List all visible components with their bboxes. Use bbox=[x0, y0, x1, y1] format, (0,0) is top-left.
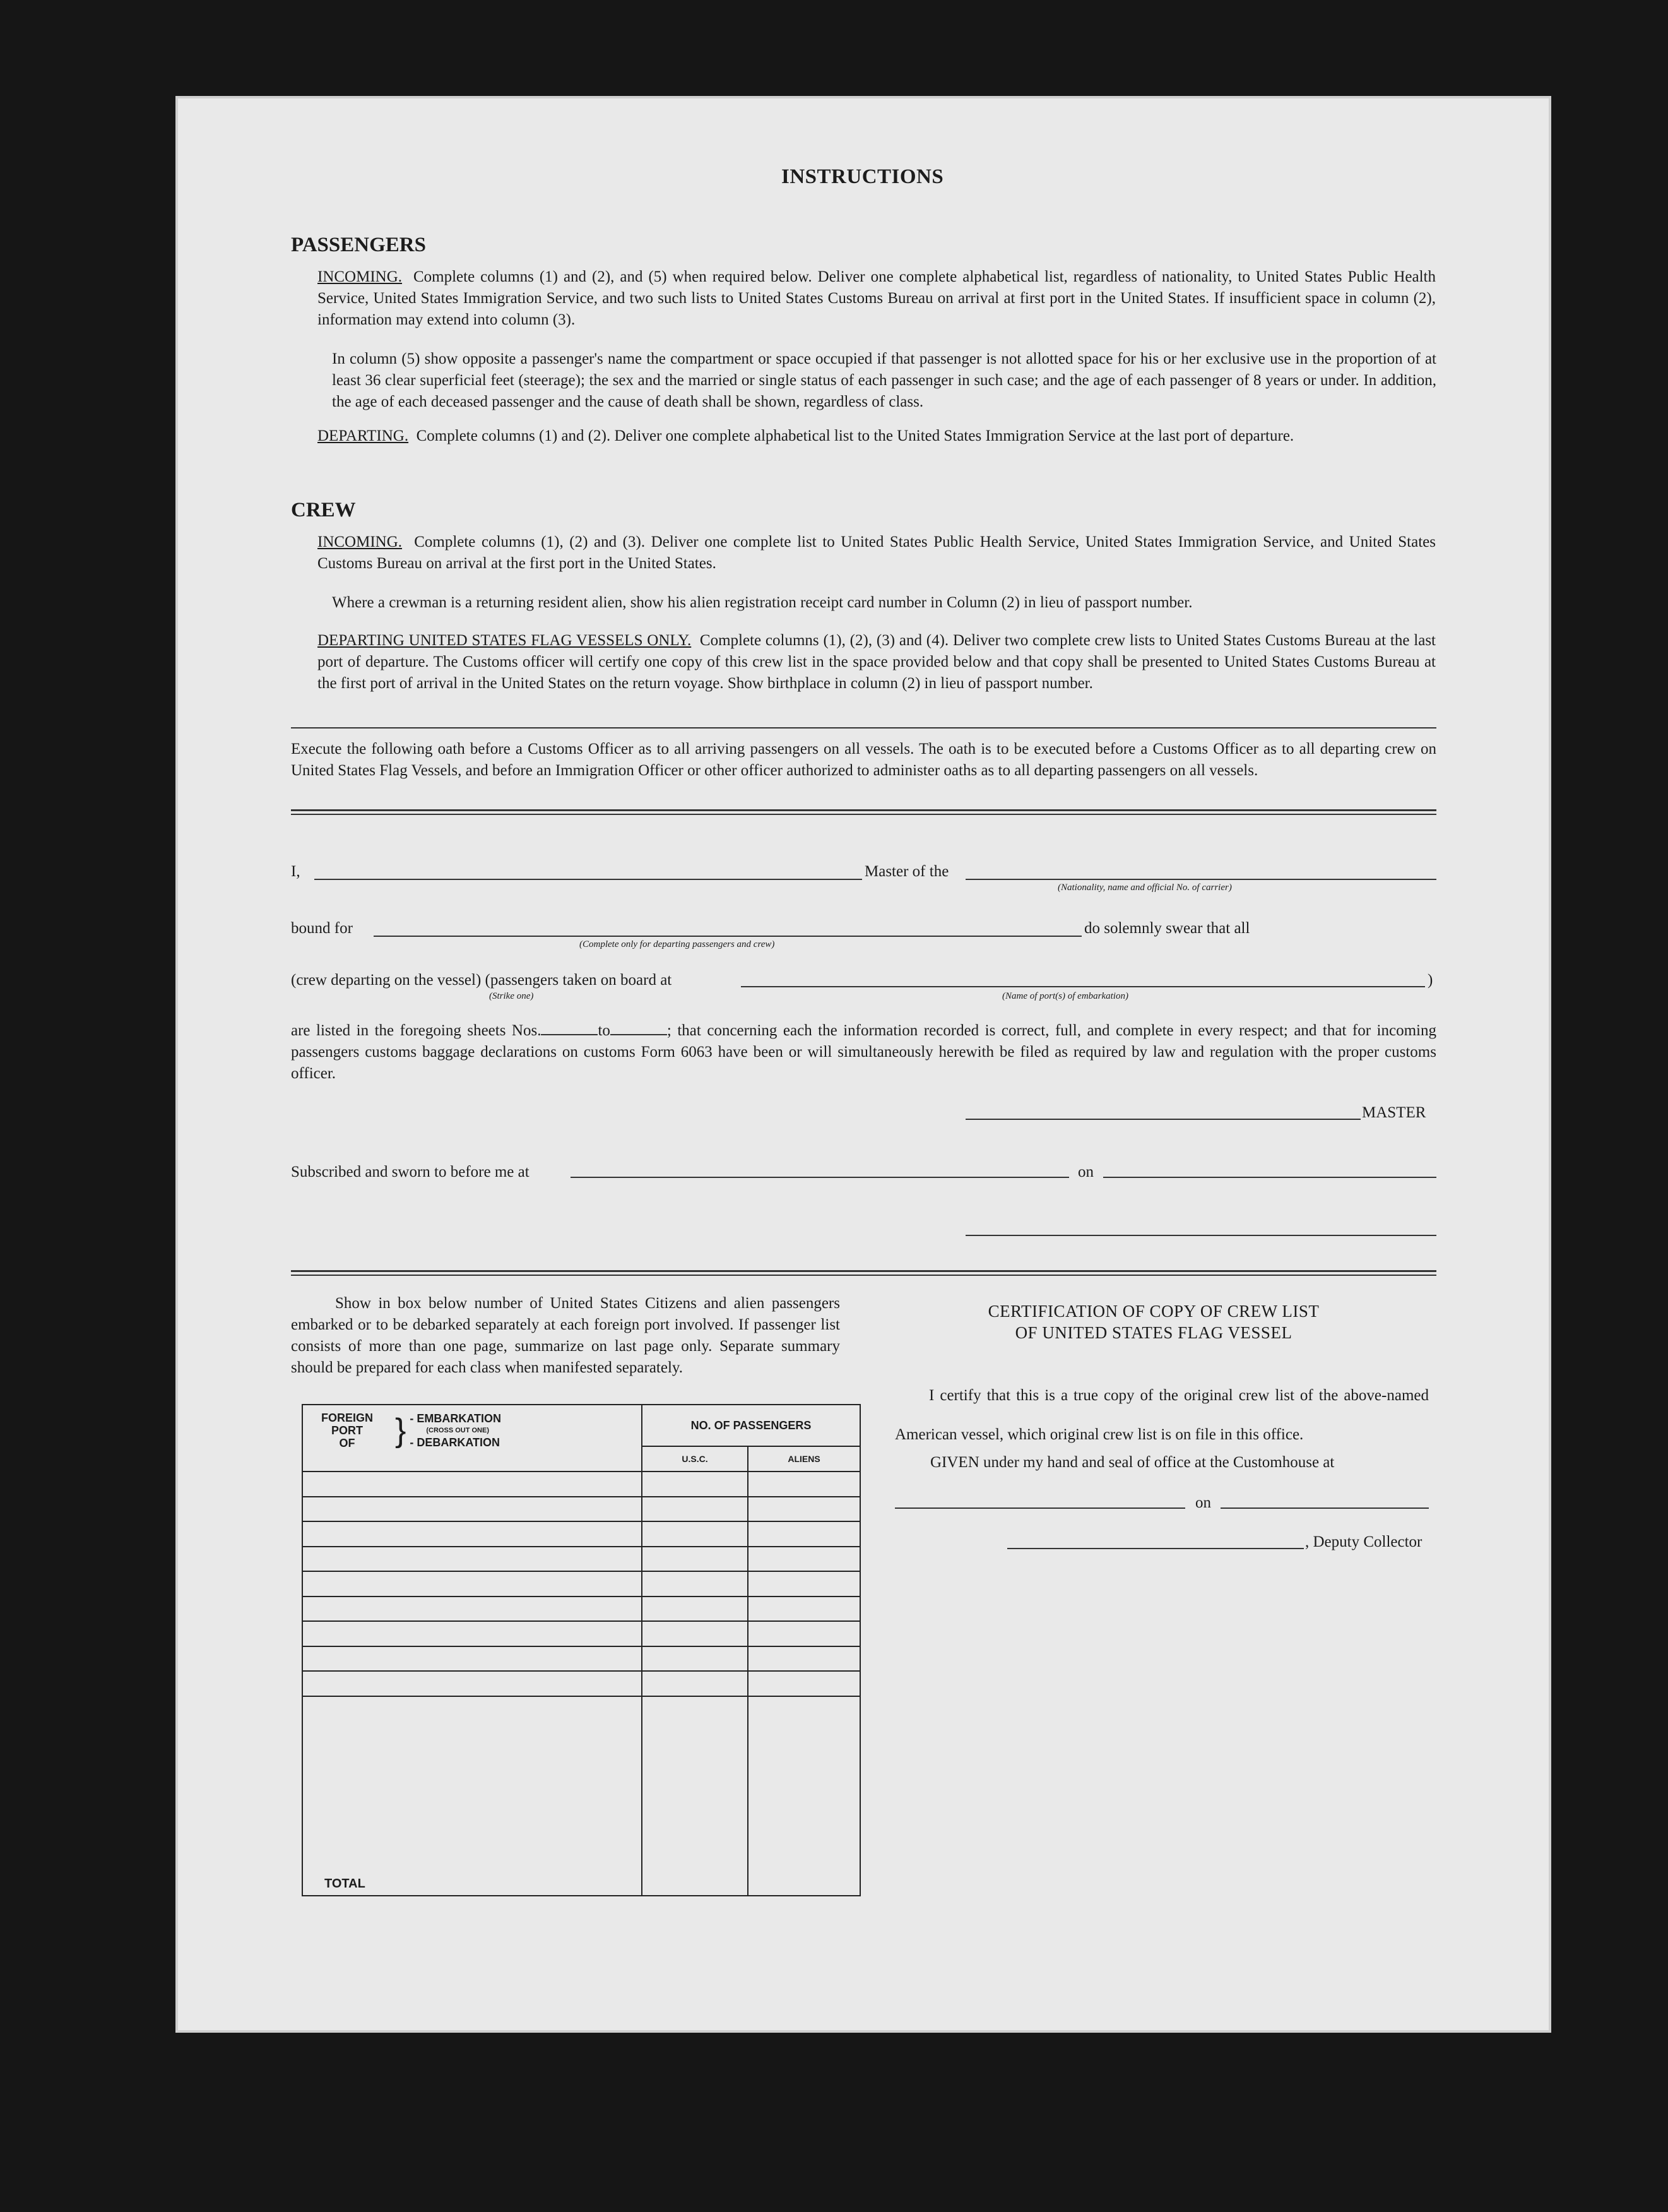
total-label: TOTAL bbox=[302, 1696, 642, 1896]
foreign-label: FOREIGN bbox=[321, 1412, 373, 1424]
embarkation-port-line[interactable] bbox=[741, 986, 1425, 987]
aliens-cell[interactable] bbox=[748, 1547, 860, 1572]
total-usc-cell[interactable] bbox=[642, 1696, 748, 1896]
oath-intro: Execute the following oath before a Customs Officer as to all arriving passengers on all vessels. The oath is to be executed before a Customs Officer as to all departing crew on United States Flag Vessels, and before an Immigration Officer or other officer authorized to administer oaths as to all departing passengers on all vessels. bbox=[291, 740, 1436, 779]
certification-heading bbox=[870, 1300, 1438, 1343]
port-caption: (Name of port(s) of embarkation) bbox=[1002, 991, 1128, 1001]
oath-i-label: I, bbox=[291, 863, 300, 880]
of-label: OF bbox=[339, 1437, 355, 1449]
certify-text: I certify that this is a true copy of the original crew list of the above-named American vessel, which original crew list is on file in this office. bbox=[895, 1387, 1429, 1443]
passengers-column5-paragraph: In column (5) show opposite a passenger's name the compartment or space occupied if that passenger is not allotted space for his or her exclusive use in the proportion of at least 36 clear superficial feet (steerage); the sex and the married or single status of each passenger in such case; and the age of each passenger of 8 years or under. In addition, the age of each deceased passenger and the cause of death shall be shown, regardless of class. bbox=[332, 350, 1436, 410]
total-row bbox=[302, 1696, 860, 1896]
crew-incoming-label: INCOMING. bbox=[317, 533, 403, 550]
master-signature-line[interactable] bbox=[966, 1119, 1361, 1120]
listed-prefix: are listed in the foregoing sheets Nos. bbox=[291, 1022, 541, 1039]
port-cell[interactable] bbox=[302, 1571, 642, 1597]
passengers-departing-paragraph bbox=[317, 425, 1436, 447]
close-paren: ) bbox=[1428, 972, 1433, 989]
sworn-on-label: on bbox=[1078, 1163, 1094, 1180]
port-cell[interactable] bbox=[302, 1671, 642, 1696]
table-row bbox=[302, 1521, 860, 1547]
port-cell[interactable] bbox=[302, 1497, 642, 1522]
crew-incoming-paragraph bbox=[317, 532, 1436, 574]
strike-one-caption: (Strike one) bbox=[489, 991, 534, 1001]
debarkation-label: - DEBARKATION bbox=[410, 1436, 500, 1449]
certification-date-line[interactable] bbox=[1221, 1507, 1429, 1509]
certification-on-label: on bbox=[1195, 1494, 1211, 1511]
certification-heading-line1: CERTIFICATION OF COPY OF CREW LIST bbox=[988, 1302, 1320, 1321]
port-cell[interactable] bbox=[302, 1547, 642, 1572]
master-label: MASTER bbox=[1362, 1104, 1426, 1121]
crew-incoming-text: Complete columns (1), (2) and (3). Deliver one complete list to United States Public Health Service, United States Immigration Service, and United States Customs Bureau on arrival at the first port in the United States. bbox=[317, 533, 1436, 572]
bound-for-line[interactable] bbox=[374, 936, 1082, 937]
port-cell[interactable] bbox=[302, 1646, 642, 1672]
usc-cell[interactable] bbox=[642, 1597, 748, 1622]
passenger-summary-table bbox=[302, 1404, 861, 1896]
table-row bbox=[302, 1646, 860, 1672]
listed-to: to bbox=[598, 1022, 610, 1039]
crew-departing-label: DEPARTING UNITED STATES FLAG VESSELS ONLY. bbox=[317, 632, 692, 649]
crew-departing-text: Complete columns (1), (2), (3) and (4). Deliver two complete crew lists to United States Customs Bureau at the last port of departure. The Customs officer will certify one copy of this crew list in the space provided below and that copy shall be presented to United States Customs Bureau at the first port of arrival in the United States on the return voyage. Show birthplace in column (2) in lieu of passport number. bbox=[317, 632, 1436, 692]
aliens-cell[interactable] bbox=[748, 1671, 860, 1696]
table-row bbox=[302, 1597, 860, 1622]
master-name-line[interactable] bbox=[314, 879, 862, 880]
aliens-cell[interactable] bbox=[748, 1497, 860, 1522]
usc-cell[interactable] bbox=[642, 1472, 748, 1497]
aliens-header: ALIENS bbox=[748, 1446, 860, 1472]
port-cell[interactable] bbox=[302, 1597, 642, 1622]
bound-for-label: bound for bbox=[291, 920, 353, 937]
table-row bbox=[302, 1547, 860, 1572]
swear-text: do solemnly swear that all bbox=[1084, 920, 1250, 937]
table-row bbox=[302, 1671, 860, 1696]
brace-symbol: } bbox=[395, 1412, 406, 1449]
deputy-collector-label: , Deputy Collector bbox=[1305, 1533, 1423, 1550]
deputy-signature-line[interactable] bbox=[1007, 1548, 1304, 1549]
summary-instructions: Show in box below number of United States Citizens and alien passengers embarked or to be debarked separately at each foreign port involved. If passenger list consists of more than one page, summarize on last page only. Separate summary should be prepared for each class when manifested separately. bbox=[291, 1295, 840, 1376]
double-divider bbox=[291, 809, 1436, 815]
embarkation-label: - EMBARKATION bbox=[410, 1412, 502, 1425]
certification-heading-line2: OF UNITED STATES FLAG VESSEL bbox=[1015, 1323, 1292, 1342]
master-of-the-label: Master of the bbox=[865, 863, 949, 880]
divider bbox=[291, 727, 1436, 728]
aliens-cell[interactable] bbox=[748, 1621, 860, 1646]
total-aliens-cell[interactable] bbox=[748, 1696, 860, 1896]
passengers-incoming-label: INCOMING. bbox=[317, 268, 403, 285]
carrier-caption: (Nationality, name and official No. of carrier) bbox=[1058, 883, 1232, 893]
given-text: GIVEN under my hand and seal of office at the Customhouse at bbox=[930, 1454, 1335, 1471]
usc-cell[interactable] bbox=[642, 1547, 748, 1572]
passengers-departing-text: Complete columns (1) and (2). Deliver one complete alphabetical list to the United States Immigration Service at the last port of departure. bbox=[416, 427, 1294, 444]
passengers-incoming-paragraph bbox=[317, 266, 1436, 331]
port-cell[interactable] bbox=[302, 1472, 642, 1497]
listed-paragraph bbox=[291, 1020, 1436, 1085]
passengers-incoming-text: Complete columns (1) and (2), and (5) when required below. Deliver one complete alphabetical list, regardless of nationality, to United States Public Health Service, United States Immigration Service, and two such lists to United States Customs Bureau on arrival at first port in the United States. If insufficient space in column (2), information may extend into column (3). bbox=[317, 268, 1436, 328]
usc-cell[interactable] bbox=[642, 1621, 748, 1646]
customhouse-line[interactable] bbox=[895, 1507, 1185, 1509]
passengers-departing-label: DEPARTING. bbox=[317, 427, 409, 444]
subscribed-label: Subscribed and sworn to before me at bbox=[291, 1163, 529, 1180]
carrier-line[interactable] bbox=[966, 879, 1436, 880]
table-row bbox=[302, 1621, 860, 1646]
sheet-to-blank[interactable] bbox=[610, 1034, 667, 1035]
passengers-heading: PASSENGERS bbox=[291, 234, 426, 256]
aliens-cell[interactable] bbox=[748, 1646, 860, 1672]
bound-for-caption: (Complete only for departing passengers and crew) bbox=[579, 939, 775, 949]
crew-departing-paragraph bbox=[317, 630, 1436, 694]
cross-out-label: (CROSS OUT ONE) bbox=[426, 1426, 489, 1434]
listed-text: ; that concerning each the information recorded is correct, full, and complete in every respect; and that for incoming passengers customs baggage declarations on customs Form 6063 have been or will simultaneously herewith be filed as required by law and regulation with the proper customs officer. bbox=[291, 1022, 1436, 1082]
sworn-place-line[interactable] bbox=[571, 1177, 1069, 1178]
crew-resident-paragraph: Where a crewman is a returning resident alien, show his alien registration receipt card number in Column (2) in lieu of passport number. bbox=[332, 594, 1193, 611]
no-of-passengers-header: NO. OF PASSENGERS bbox=[642, 1405, 860, 1446]
aliens-cell[interactable] bbox=[748, 1571, 860, 1597]
aliens-cell[interactable] bbox=[748, 1521, 860, 1547]
sworn-date-line[interactable] bbox=[1103, 1177, 1436, 1178]
usc-header: U.S.C. bbox=[642, 1446, 748, 1472]
page-title: INSTRUCTIONS bbox=[781, 165, 944, 188]
usc-cell[interactable] bbox=[642, 1571, 748, 1597]
document-page bbox=[175, 96, 1551, 2033]
usc-cell[interactable] bbox=[642, 1521, 748, 1547]
aliens-cell[interactable] bbox=[748, 1597, 860, 1622]
officer-signature-line[interactable] bbox=[966, 1235, 1436, 1236]
usc-cell[interactable] bbox=[642, 1646, 748, 1672]
table-row bbox=[302, 1472, 860, 1497]
port-cell[interactable] bbox=[302, 1521, 642, 1547]
crew-passengers-label: (crew departing on the vessel) (passengers taken on board at bbox=[291, 972, 672, 989]
port-label: PORT bbox=[331, 1424, 363, 1437]
usc-cell[interactable] bbox=[642, 1671, 748, 1696]
sheet-from-blank[interactable] bbox=[541, 1034, 598, 1035]
double-divider-2 bbox=[291, 1270, 1436, 1276]
table-row bbox=[302, 1497, 860, 1522]
crew-heading: CREW bbox=[291, 499, 356, 521]
port-header-cell bbox=[302, 1405, 642, 1472]
usc-cell[interactable] bbox=[642, 1497, 748, 1522]
port-cell[interactable] bbox=[302, 1621, 642, 1646]
table-row bbox=[302, 1571, 860, 1597]
aliens-cell[interactable] bbox=[748, 1472, 860, 1497]
